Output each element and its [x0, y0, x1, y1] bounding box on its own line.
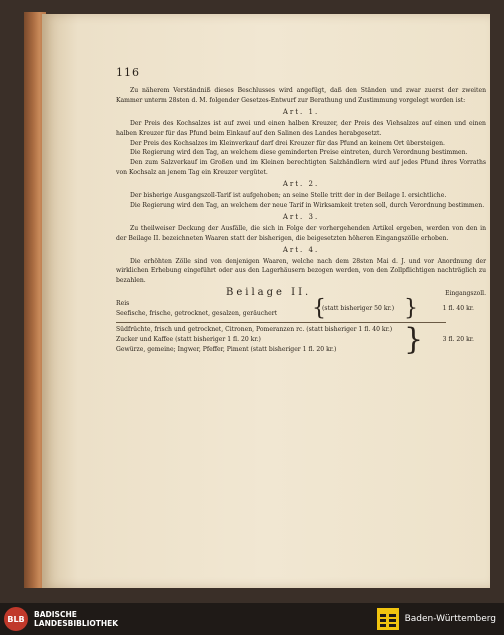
page-body — [116, 86, 486, 355]
article-1-paragraph: Den zum Salzverkauf im Großen und im Kleinen berechtigten Salzhändlern wird auf jedes Pfund ihres Vorraths von Kochsalz an jenem Tag ein Kreuzer vergütet. — [116, 159, 486, 177]
tariff-item: Zucker und Kaffee (statt bisheriger 1 fl. 20 kr.) — [116, 335, 261, 343]
article-2-paragraph: Die Regierung wird den Tag, an welchem der neue Tarif in Wirksamkeit treten soll, durch Verordnung bestimmen. — [130, 201, 485, 209]
divider — [116, 322, 446, 323]
state-coat-of-arms-icon — [377, 608, 399, 630]
tariff-items — [116, 325, 404, 355]
article-1-paragraph: Der Preis des Kochsalzes ist auf zwei und einen halben Kreuzer, der Preis des Viehsalzes auf einen und einen halben Kreuzer für das Pfund beim Einkauf auf den Salinen des Landes herabgesetzt. — [116, 119, 486, 137]
tariff-group-1 — [116, 296, 486, 322]
article-1-paragraph: Die Regierung wird den Tag, an welchem diese geminderten Preise eintreten, durch Verordnung bestimmen. — [130, 149, 468, 157]
beilage-title: Beilage II. — [226, 287, 312, 299]
tariff-item: Gewürze, gemeine; Ingwer, Pfeffer, Piment (statt bisheriger 1 fl. 20 kr.) — [116, 345, 337, 353]
blb-line-1: BADISCHE — [34, 610, 77, 619]
eingangszoll-label: Eingangszoll. — [445, 290, 486, 298]
blb-logo: BLB — [4, 607, 28, 631]
tariff-note: (statt bisheriger 50 kr.) — [322, 305, 395, 313]
article-4-paragraph: Die erhöhten Zölle sind von denjenigen Waaren, welche nach dem 28sten Mai d. J. und vor Anordnung der wirklichen Erhebung eingeführt oder aus den Lagerhäusern bezogen werden, von den Zollpflichtigen nachträglich zu bezahlen. — [116, 257, 486, 285]
tariff-item: Seefische, frische, getrocknet, gesalzen, geräuchert — [116, 310, 278, 318]
page-number: 116 — [116, 66, 140, 79]
bw-branding[interactable] — [377, 608, 496, 630]
article-3-paragraph: Zu theilweiser Deckung der Ausfälle, die sich in Folge der vorhergehenden Artikel ergeben, werden von den in der Beilage II. bezeichneten Waaren statt der bisherigen, die beigesetzten höheren Eingangszölle erhoben. — [116, 224, 486, 242]
bw-wordmark: Baden-Württemberg — [404, 614, 496, 624]
brace-symbol: } — [404, 321, 424, 357]
tariff-item: Südfrüchte, frisch und getrocknet, Citronen, Pomeranzen rc. (statt bisheriger 1 fl. 40 kr.) — [116, 325, 393, 333]
tariff-items — [116, 299, 312, 319]
article-2-paragraph: Der bisherige Ausgangszoll-Tarif ist aufgehoben; an seine Stelle tritt der in der Beilage I. ersichtliche. — [130, 192, 447, 200]
tariff-duty: 1 fl. 40 kr. — [442, 305, 474, 313]
intro-paragraph: Zu näherem Verständniß dieses Beschlusses wird angefügt, daß den Ständen und zwar zuerst der zweiten Kammer unterm 28sten d. M. folgender Gesetzes-Entwurf zur Berathung und Zustimmung vorgelegt worden ist: — [116, 87, 486, 104]
blb-line-2: LANDESBIBLIOTHEK — [34, 619, 119, 628]
book-page — [42, 14, 490, 588]
tariff-item: Reis — [116, 300, 130, 308]
brace-symbol: } — [404, 296, 418, 322]
footer-bar — [0, 603, 504, 635]
article-1-paragraph: Der Preis des Kochsalzes im Kleinverkauf darf drei Kreuzer für das Pfund an keinem Ort übersteigen. — [130, 139, 445, 147]
article-4-heading: Art. 4. — [282, 245, 320, 254]
brace-symbol: { — [312, 296, 326, 322]
tariff-group-2 — [116, 321, 486, 357]
article-1-heading: Art. 1. — [282, 107, 320, 116]
tariff-duty: 3 fl. 20 kr. — [442, 335, 474, 343]
beilage-header — [116, 288, 486, 299]
blb-branding[interactable] — [4, 607, 118, 631]
blb-wordmark — [34, 610, 118, 628]
article-3-heading: Art. 3. — [282, 212, 320, 221]
article-2-heading: Art. 2. — [282, 180, 320, 189]
